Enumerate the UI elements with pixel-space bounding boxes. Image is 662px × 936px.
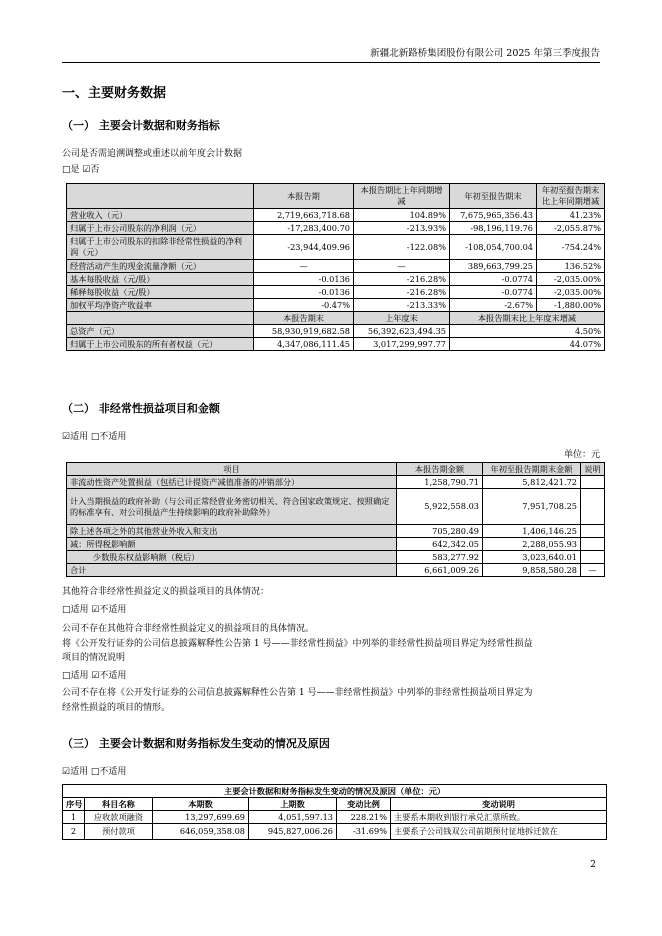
changes-options: ☑适用 □不适用	[62, 767, 127, 777]
subsection-1-heading: （一） 主要会计数据和财务指标	[62, 119, 220, 132]
reclass-statement-2: 经常性损益的项目的情形。	[62, 703, 171, 713]
header-cell: 科目名称	[85, 798, 153, 811]
header-cell: 本报告期金额	[397, 463, 483, 476]
cell: -2,055.87%	[537, 222, 605, 235]
table-row	[67, 273, 605, 286]
other-items-text: 其他符合非经常性损益定义的损益项目的具体情况：	[62, 587, 270, 597]
cell: 主要系本期收到银行承兑汇票所致。	[391, 811, 607, 824]
row-label: 非流动性资产处置损益（包括已计提资产减值准备的冲销部分）	[67, 476, 397, 489]
cell: -216.28%	[354, 273, 450, 286]
header-cell: 年初至报告期期末金额	[483, 463, 581, 476]
page-number: 2	[590, 860, 596, 870]
cell: -0.0136	[254, 286, 354, 299]
cell: 228.21%	[337, 811, 391, 824]
row-label: 基本每股收益（元/股）	[67, 273, 254, 286]
other-items-options: □适用 ☑不适用	[62, 605, 127, 615]
other-items-statement: 公司不存在其他符合非经常性损益定义的损益项目的具体情况。	[62, 624, 315, 634]
table-row	[67, 260, 605, 273]
cell: —	[354, 260, 450, 273]
cell: 4.50%	[450, 325, 605, 338]
cell: 1	[63, 811, 85, 824]
header-cell: 上年度末	[354, 312, 450, 325]
header-cell: 本报告期比上年同期增减	[354, 184, 450, 209]
cell: 642,342.05	[397, 538, 483, 551]
cell: 5,922,558.03	[397, 489, 483, 525]
cell: -0.0774	[450, 273, 537, 286]
cell	[581, 525, 605, 538]
cell: 4,051,597.13	[249, 811, 337, 824]
table-caption-row	[63, 785, 607, 798]
header-cell: 序号	[63, 798, 85, 811]
table-caption: 主要会计数据和财务指标发生变动的情况及原因（单位：元）	[63, 785, 607, 798]
cell: -2,035.00%	[537, 273, 605, 286]
header-cell: 年初至报告期末	[450, 184, 537, 209]
cell: 3,023,640.01	[483, 551, 581, 564]
row-label: 合计	[67, 564, 397, 577]
table-row	[67, 551, 605, 564]
cell: 389,663,799.25	[450, 260, 537, 273]
cell	[581, 489, 605, 525]
table-row	[67, 209, 605, 222]
row-label: 稀释每股收益（元/股）	[67, 286, 254, 299]
cell: 7,951,708.25	[483, 489, 581, 525]
header-cell: 变动比例	[337, 798, 391, 811]
row-label: 归属于上市公司股东的扣除非经常性损益的净利润（元）	[67, 235, 254, 260]
cell: 主要系子公司钱双公司前期预付征地拆迁款在	[391, 824, 607, 840]
header-cell: 项目	[67, 463, 397, 476]
row-label: 加权平均净资产收益率	[67, 299, 254, 312]
running-header: 新疆北新路桥集团股份有限公司 2025 年第三季度报告	[370, 48, 600, 59]
reclass-text-2: 项目的情况说明	[62, 653, 126, 663]
reclass-options: □适用 ☑不适用	[62, 671, 127, 681]
cell: -108,054,700.04	[450, 235, 537, 260]
table-row	[67, 235, 605, 260]
cell: -2.67%	[450, 299, 537, 312]
cell: -0.0774	[450, 286, 537, 299]
table-row	[67, 564, 605, 577]
row-label: 总资产（元）	[67, 325, 254, 338]
cell: 41.23%	[537, 209, 605, 222]
cell	[581, 476, 605, 489]
nonrecurring-table	[66, 462, 605, 577]
cell: 646,059,358.08	[153, 824, 249, 840]
reclass-statement-1: 公司不存在将《公开发行证券的公司信息披露解释性公告第 1 号——非经常性损益》中列举的非经常性损益项目界定为	[62, 688, 533, 698]
cell: 705,280.49	[397, 525, 483, 538]
cell: -754.24%	[537, 235, 605, 260]
cell: 13,297,699.69	[153, 811, 249, 824]
table-row	[67, 538, 605, 551]
table-row	[67, 525, 605, 538]
row-label: 营业收入（元）	[67, 209, 254, 222]
cell: 3,017,299,997.77	[354, 338, 450, 351]
cell: 945,827,006.26	[249, 824, 337, 840]
cell: 1,258,790.71	[397, 476, 483, 489]
table-row	[63, 824, 607, 840]
table-header-row	[63, 798, 607, 811]
cell: 7,675,965,356.43	[450, 209, 537, 222]
row-label: 归属于上市公司股东的所有者权益（元）	[67, 338, 254, 351]
table-row	[63, 811, 607, 824]
cell: 58,930,919,682.58	[254, 325, 354, 338]
section-title: 一、主要财务数据	[62, 86, 167, 101]
cell: 583,277.92	[397, 551, 483, 564]
cell: -2,035.00%	[537, 286, 605, 299]
header-cell: 本报告期	[254, 184, 354, 209]
changes-table	[62, 784, 607, 840]
table-header-row	[67, 184, 605, 209]
cell: 104.89%	[354, 209, 450, 222]
subsection-2-heading: （二） 非经常性损益项目和金额	[62, 402, 220, 415]
table-row	[67, 338, 605, 351]
cell: 1,406,146.25	[483, 525, 581, 538]
cell: —	[581, 564, 605, 577]
header-cell: 上期数	[249, 798, 337, 811]
reclass-text-1: 将《公开发行证券的公司信息披露解释性公告第 1 号——非经常性损益》中列举的非经常性损益项目界定为经常性损益	[62, 639, 533, 649]
cell: -216.28%	[354, 286, 450, 299]
row-label: 除上述各项之外的其他营业外收入和支出	[67, 525, 397, 538]
cell: 2,719,663,718.68	[254, 209, 354, 222]
table-row	[67, 489, 605, 525]
cell: -213.93%	[354, 222, 450, 235]
cell: 2	[63, 824, 85, 840]
cell: —	[254, 260, 354, 273]
header-cell	[67, 312, 254, 325]
cell: 2,288,055.93	[483, 538, 581, 551]
cell: -0.47%	[254, 299, 354, 312]
cell	[581, 551, 605, 564]
table-row	[67, 286, 605, 299]
cell: 136.52%	[537, 260, 605, 273]
cell: 44.07%	[450, 338, 605, 351]
header-cell: 本报告期末比上年度末增减	[450, 312, 605, 325]
cell	[581, 538, 605, 551]
cell: -98,196,119.76	[450, 222, 537, 235]
cell: -0.0136	[254, 273, 354, 286]
cell: -122.08%	[354, 235, 450, 260]
header-cell: 本期数	[153, 798, 249, 811]
cell: 预付款项	[85, 824, 153, 840]
cell: 4,347,086,111.45	[254, 338, 354, 351]
cell: -31.69%	[337, 824, 391, 840]
cell: 56,392,623,494.35	[354, 325, 450, 338]
table-row	[67, 299, 605, 312]
cell: -213.33%	[354, 299, 450, 312]
restatement-options: □是 ☑否	[62, 165, 100, 175]
cell: 6,661,009.26	[397, 564, 483, 577]
cell: 9,858,580.28	[483, 564, 581, 577]
table-subheader-row	[67, 312, 605, 325]
header-divider	[62, 62, 600, 63]
cell: -23,944,409.96	[254, 235, 354, 260]
row-label: 计入当期损益的政府补助（与公司正常经营业务密切相关、符合国家政策规定、按照确定的标准享有、对公司损益产生持续影响的政府补助除外）	[67, 489, 397, 525]
row-label: 少数股东权益影响额（税后）	[67, 551, 397, 564]
nonrecurring-options: ☑适用 □不适用	[62, 432, 127, 442]
header-cell: 本报告期末	[254, 312, 354, 325]
cell: 应收款项融资	[85, 811, 153, 824]
unit-label: 单位：元	[563, 450, 600, 460]
header-cell	[67, 184, 254, 209]
header-cell: 变动说明	[391, 798, 607, 811]
cell: -1,880.00%	[537, 299, 605, 312]
table-row	[67, 222, 605, 235]
header-cell: 年初至报告期末比上年同期增减	[537, 184, 605, 209]
cell: 5,812,421.72	[483, 476, 581, 489]
row-label: 经营活动产生的现金流量净额（元）	[67, 260, 254, 273]
table-row	[67, 325, 605, 338]
table-header-row	[67, 463, 605, 476]
row-label: 减：所得税影响额	[67, 538, 397, 551]
header-cell: 说明	[581, 463, 605, 476]
cell: -17,283,400.70	[254, 222, 354, 235]
subsection-3-heading: （三） 主要会计数据和财务指标发生变动的情况及原因	[62, 737, 330, 750]
key-financial-table	[66, 183, 605, 351]
table-row	[67, 476, 605, 489]
row-label: 归属于上市公司股东的净利润（元）	[67, 222, 254, 235]
restatement-question: 公司是否需追溯调整或重述以前年度会计数据	[62, 149, 243, 159]
